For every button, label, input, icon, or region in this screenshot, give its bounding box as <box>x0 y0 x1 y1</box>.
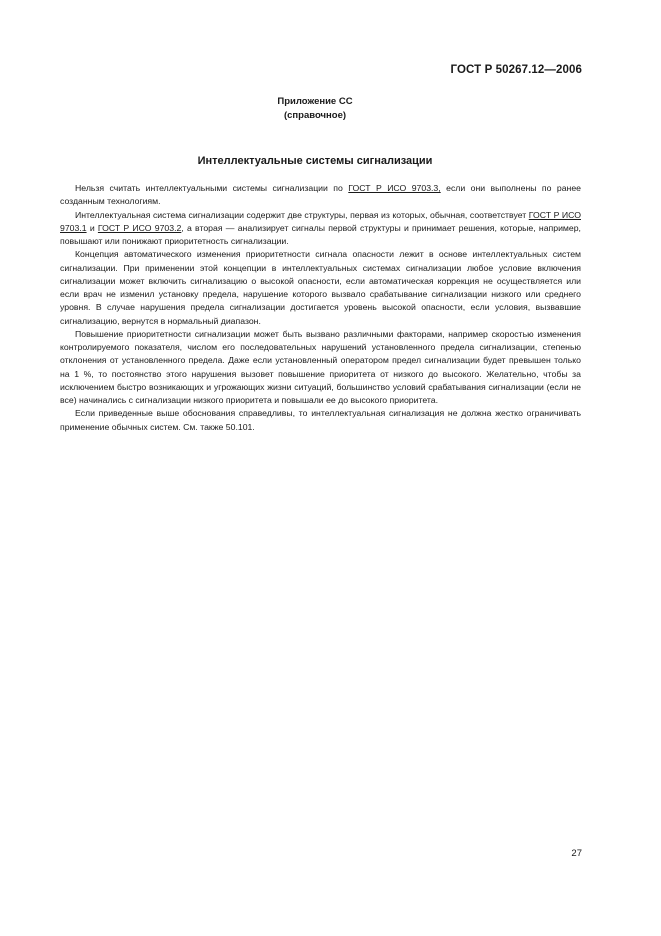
paragraph-2-text-b: и <box>86 222 98 233</box>
standard-reference-link[interactable]: ГОСТ Р ИСО 9703.2 <box>97 222 182 233</box>
annex-subtitle: (справочное) <box>283 110 347 121</box>
page-number: 27 <box>571 848 582 859</box>
paragraph-1-text-a: Нельзя считать интеллектуальными системы сигнализации по <box>75 183 349 193</box>
body-text <box>60 182 581 434</box>
paragraph-2-text-c: , а вторая — анализирует сигналы первой структуры и принимает решения, которые, например, повышают или понижают приоритетность сигнализации. <box>60 222 581 246</box>
document-code: ГОСТ Р 50267.12—2006 <box>450 64 582 76</box>
paragraph-2 <box>60 209 581 249</box>
standard-reference-link[interactable]: ГОСТ Р ИСО 9703.1 <box>60 209 581 233</box>
paragraph-2-text-a: Интеллектуальная система сигнализации содержит две структуры, первая из которых, обычная, соответствует <box>75 209 529 220</box>
paragraph-4: Повышение приоритетности сигнализации может быть вызвано различными факторами, например скоростью изменения контролируемого показателя, числом его последовательных нарушений установленного предела сигнализации, степенью отклонения от установленного предела. Даже если установленный оператором предел сигнализации будет превышен только на 1 %, то постоянство этого нарушения вызовет повышение приоритета от низкого до высокого. Желательно, чтобы за исключением быстро возникающих и угрожающих жизни ситуаций, большинство условий срабатывания сигнализации (если не все) начинались с сигнализации низкого приоритета и повышали ее до высокого приоритета. <box>60 328 581 405</box>
paragraph-1-text-b: если они выполнены по ранее созданным технологиям. <box>60 183 581 207</box>
section-title: Интеллектуальные системы сигнализации <box>197 155 433 167</box>
paragraph-1 <box>60 182 581 209</box>
standard-reference-link[interactable]: ГОСТ Р ИСО 9703.3, <box>348 183 441 193</box>
paragraph-3: Концепция автоматического изменения приоритетности сигнала опасности лежит в основе интеллектуальных систем сигнализации. При применении этой концепции в интеллектуальных системах сигнализации любое условие включения сигнализации может включить сигнализацию о высокой опасности, если автоматическая коррекция не осуществляется или если врач не изменил установку предела, нарушение которого вызвало срабатывание сигнализации низкого или среднего уровня. В случае нарушения предела сигнализации достигается уровень высокой опасности, если условия, вызвавшие сигнализацию, вернутся в нормальный диапазон. <box>60 249 581 326</box>
annex-heading <box>0 95 630 123</box>
paragraph-5: Если приведенные выше обоснования справедливы, то интеллектуальная сигнализация не должна жестко ограничивать применение обычных систем. См. также 50.101. <box>60 408 581 432</box>
annex-title: Приложение СС <box>277 96 353 107</box>
